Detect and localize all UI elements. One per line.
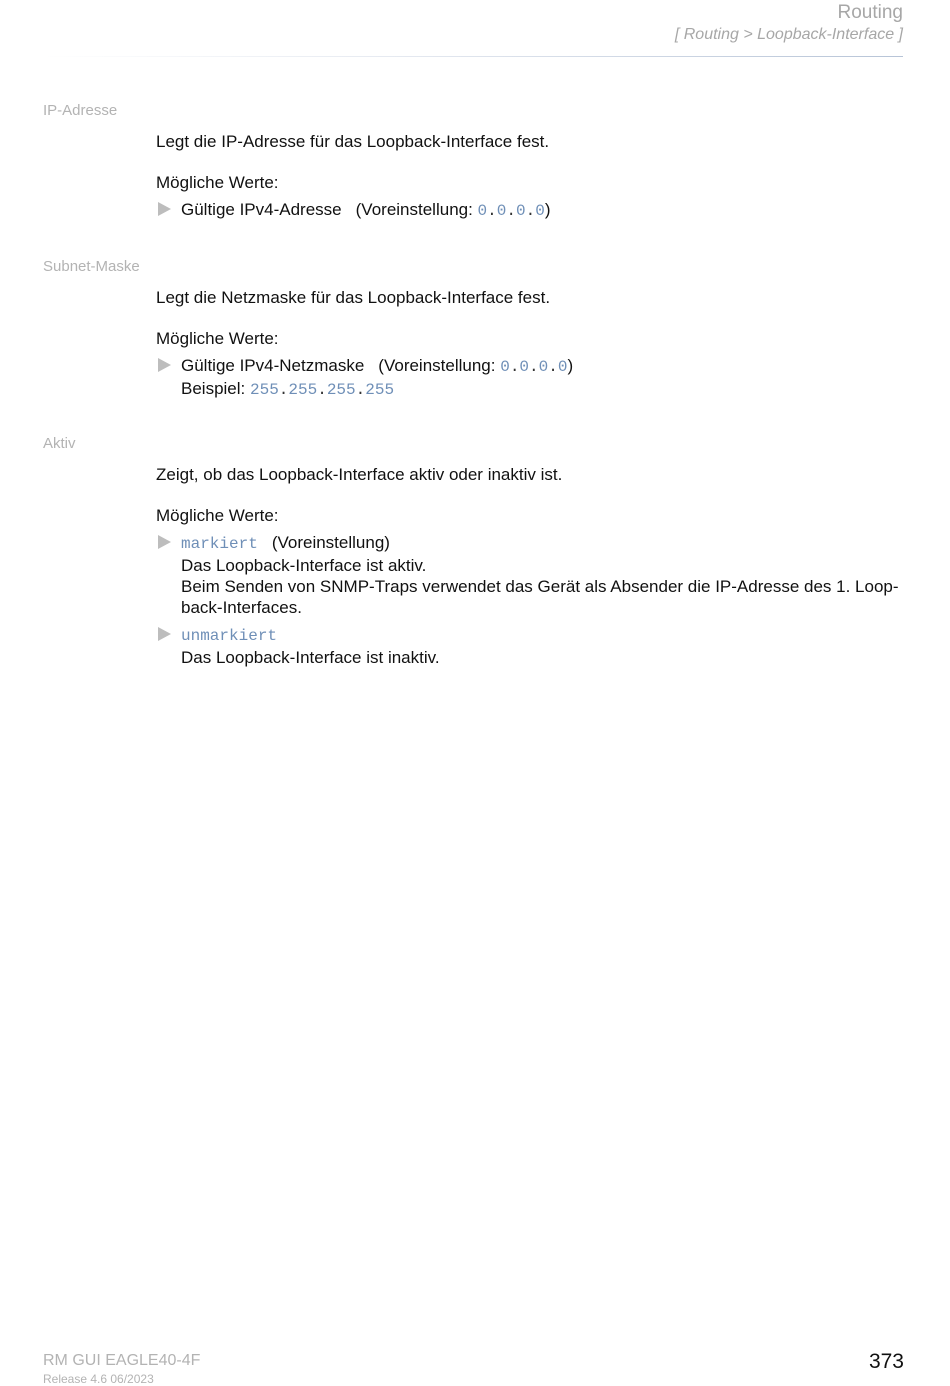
footer-release: Release 4.6 06/2023 xyxy=(43,1372,154,1386)
section-label-subnet-mask: Subnet-Maske xyxy=(43,258,140,275)
value-note: (Voreinstellung) xyxy=(271,533,390,552)
value-description: Das Loopback-Interface ist inaktiv. xyxy=(181,648,440,667)
example-label: Beispiel: xyxy=(181,379,250,398)
example-value: 255.255.255.255 xyxy=(249,381,395,399)
default-prefix: (Voreinstellung: xyxy=(355,200,478,219)
item-text: Gültige IPv4-Adresse xyxy=(181,200,342,219)
section-description: Legt die Netzmaske für das Loopback-Interface fest. xyxy=(156,288,551,307)
list-item xyxy=(156,199,905,222)
default-prefix: (Voreinstellung: xyxy=(378,356,501,375)
footer-document-name: RM GUI EAGLE40-4F xyxy=(43,1352,201,1369)
list-item xyxy=(156,532,905,618)
list-item xyxy=(156,355,905,401)
section-description: Legt die IP-Adresse für das Loopback-Interface fest. xyxy=(156,132,550,151)
list-item xyxy=(156,624,905,668)
page-number: 373 xyxy=(868,1350,904,1373)
possible-values-heading: Mögliche Werte: xyxy=(156,329,279,348)
triangle-bullet-icon xyxy=(158,358,171,372)
value-code: unmarkiert xyxy=(181,627,278,645)
section-label-active: Aktiv xyxy=(43,435,76,452)
default-suffix: ) xyxy=(544,200,551,219)
value-description: Das Loopback-Interface ist aktiv. xyxy=(181,556,427,575)
default-suffix: ) xyxy=(567,356,574,375)
default-value: 0.0.0.0 xyxy=(500,358,568,376)
section-subnet-mask xyxy=(156,287,905,401)
section-label-ip-address: IP-Adresse xyxy=(43,102,118,119)
value-description: back-Interfaces. xyxy=(181,598,302,617)
breadcrumb: [ Routing > Loopback-Interface ] xyxy=(674,26,903,43)
section-active xyxy=(156,464,905,668)
page-header-title: Routing xyxy=(837,2,903,23)
value-code: markiert xyxy=(181,535,258,553)
possible-values-heading: Mögliche Werte: xyxy=(156,173,279,192)
header-divider xyxy=(43,56,903,57)
item-text: Gültige IPv4-Netzmaske xyxy=(181,356,365,375)
triangle-bullet-icon xyxy=(158,202,171,216)
value-description: Beim Senden von SNMP-Traps verwendet das Gerät als Absender die IP-Adresse des 1. Loop- xyxy=(181,577,899,596)
possible-values-heading: Mögliche Werte: xyxy=(156,506,279,525)
triangle-bullet-icon xyxy=(158,535,171,549)
section-description: Zeigt, ob das Loopback-Interface aktiv oder inaktiv ist. xyxy=(156,465,563,484)
default-value: 0.0.0.0 xyxy=(477,202,545,220)
triangle-bullet-icon xyxy=(158,627,171,641)
section-ip-address xyxy=(156,131,905,222)
